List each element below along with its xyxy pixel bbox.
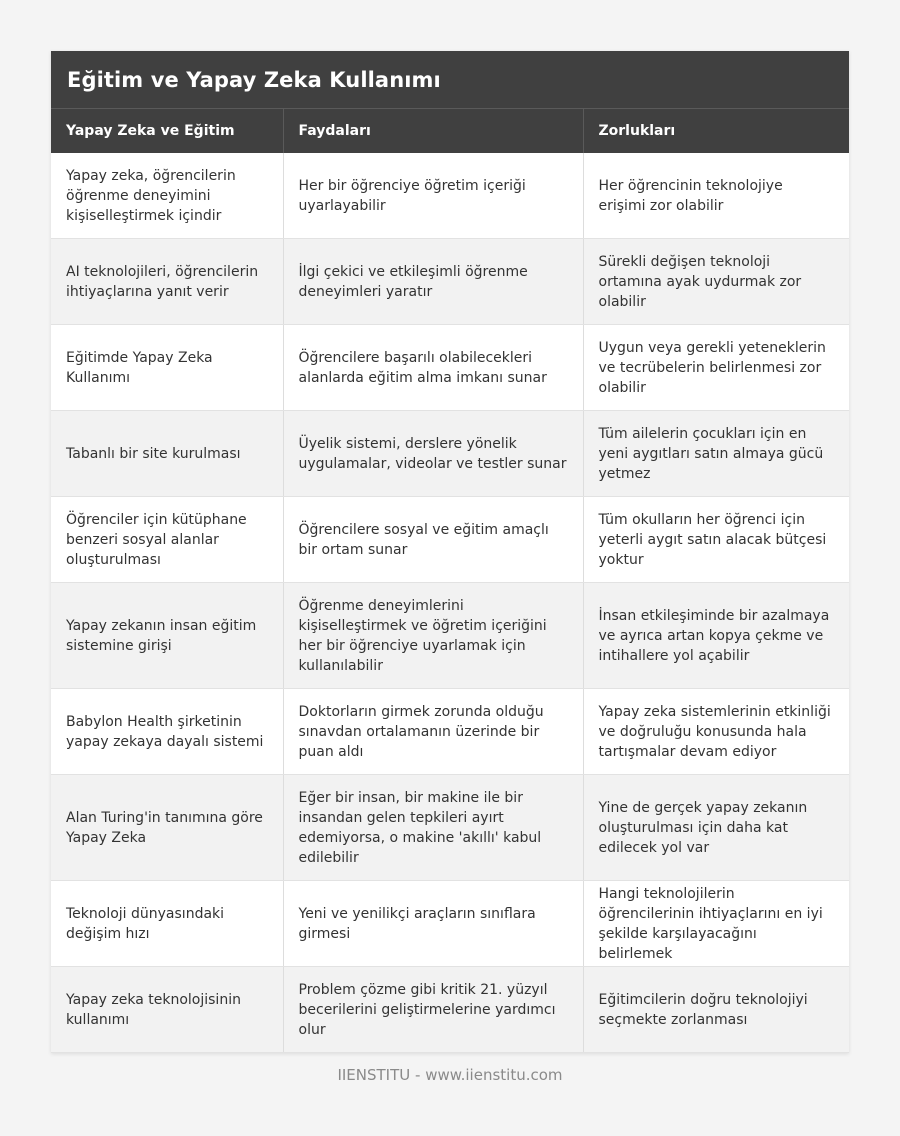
table-cell: Yapay zeka sistemlerinin etkinliği ve doğruluğu konusunda hala tartışmalar devam ediyor	[583, 689, 849, 775]
table-cell: Yapay zeka, öğrencilerin öğrenme deneyimini kişiselleştirmek içindir	[51, 153, 283, 239]
table-row	[51, 583, 849, 689]
column-header-zorluklari: Zorlukları	[583, 109, 849, 153]
table-cell: Babylon Health şirketinin yapay zekaya dayalı sistemi	[51, 689, 283, 775]
table-cell: Yapay zeka teknolojisinin kullanımı	[51, 967, 283, 1053]
page-title: Eğitim ve Yapay Zeka Kullanımı	[67, 67, 441, 92]
table-cell: Yine de gerçek yapay zekanın oluşturulması için daha kat edilecek yol var	[583, 775, 849, 881]
table-cell: İnsan etkileşiminde bir azalmaya ve ayrıca artan kopya çekme ve intihallere yol açabilir	[583, 583, 849, 689]
data-table	[51, 109, 849, 1053]
table-cell: Öğrencilere başarılı olabilecekleri alanlarda eğitim alma imkanı sunar	[283, 325, 583, 411]
content-card	[51, 51, 849, 1053]
table-row	[51, 497, 849, 583]
column-header-faydalari: Faydaları	[283, 109, 583, 153]
table-cell: Üyelik sistemi, derslere yönelik uygulamalar, videolar ve testler sunar	[283, 411, 583, 497]
table-cell: Uygun veya gerekli yeteneklerin ve tecrübelerin belirlenmesi zor olabilir	[583, 325, 849, 411]
table-row	[51, 411, 849, 497]
table-cell: Yapay zekanın insan eğitim sistemine girişi	[51, 583, 283, 689]
table-cell: Öğrenme deneyimlerini kişiselleştirmek ve öğretim içeriğini her bir öğrenciye uyarlamak için kullanılabilir	[283, 583, 583, 689]
table-cell: Alan Turing'in tanımına göre Yapay Zeka	[51, 775, 283, 881]
footer-credit: IIENSTITU - www.iienstitu.com	[337, 1066, 563, 1084]
table-row	[51, 881, 849, 967]
table-cell: Tüm ailelerin çocukları için en yeni aygıtları satın almaya gücü yetmez	[583, 411, 849, 497]
table-cell: Eğer bir insan, bir makine ile bir insandan gelen tepkileri ayırt edemiyorsa, o makine 'akıllı' kabul edilebilir	[283, 775, 583, 881]
table-cell: Teknoloji dünyasındaki değişim hızı	[51, 881, 283, 967]
table-header-row	[51, 109, 849, 153]
table-row	[51, 967, 849, 1053]
table-row	[51, 775, 849, 881]
table-cell: Yeni ve yenilikçi araçların sınıflara girmesi	[283, 881, 583, 967]
column-header-yapay-zeka: Yapay Zeka ve Eğitim	[51, 109, 283, 153]
table-cell: Tabanlı bir site kurulması	[51, 411, 283, 497]
table-row	[51, 689, 849, 775]
table-cell: AI teknolojileri, öğrencilerin ihtiyaçlarına yanıt verir	[51, 239, 283, 325]
table-cell: Hangi teknolojilerin öğrencilerinin ihtiyaçlarını en iyi şekilde karşılayacağını belirlemek	[583, 881, 849, 967]
table-cell: İlgi çekici ve etkileşimli öğrenme deneyimleri yaratır	[283, 239, 583, 325]
table-row	[51, 153, 849, 239]
table-cell: Eğitimde Yapay Zeka Kullanımı	[51, 325, 283, 411]
table-cell: Sürekli değişen teknoloji ortamına ayak uydurmak zor olabilir	[583, 239, 849, 325]
table-row	[51, 325, 849, 411]
table-cell: Öğrenciler için kütüphane benzeri sosyal alanlar oluşturulması	[51, 497, 283, 583]
table-row	[51, 239, 849, 325]
table-cell: Eğitimcilerin doğru teknolojiyi seçmekte zorlanması	[583, 967, 849, 1053]
table-cell: Tüm okulların her öğrenci için yeterli aygıt satın alacak bütçesi yoktur	[583, 497, 849, 583]
table-cell: Her öğrencinin teknolojiye erişimi zor olabilir	[583, 153, 849, 239]
table-cell: Öğrencilere sosyal ve eğitim amaçlı bir ortam sunar	[283, 497, 583, 583]
table-cell: Problem çözme gibi kritik 21. yüzyıl becerilerini geliştirmelerine yardımcı olur	[283, 967, 583, 1053]
table-cell: Her bir öğrenciye öğretim içeriği uyarlayabilir	[283, 153, 583, 239]
title-bar	[51, 51, 849, 109]
table-cell: Doktorların girmek zorunda olduğu sınavdan ortalamanın üzerinde bir puan aldı	[283, 689, 583, 775]
